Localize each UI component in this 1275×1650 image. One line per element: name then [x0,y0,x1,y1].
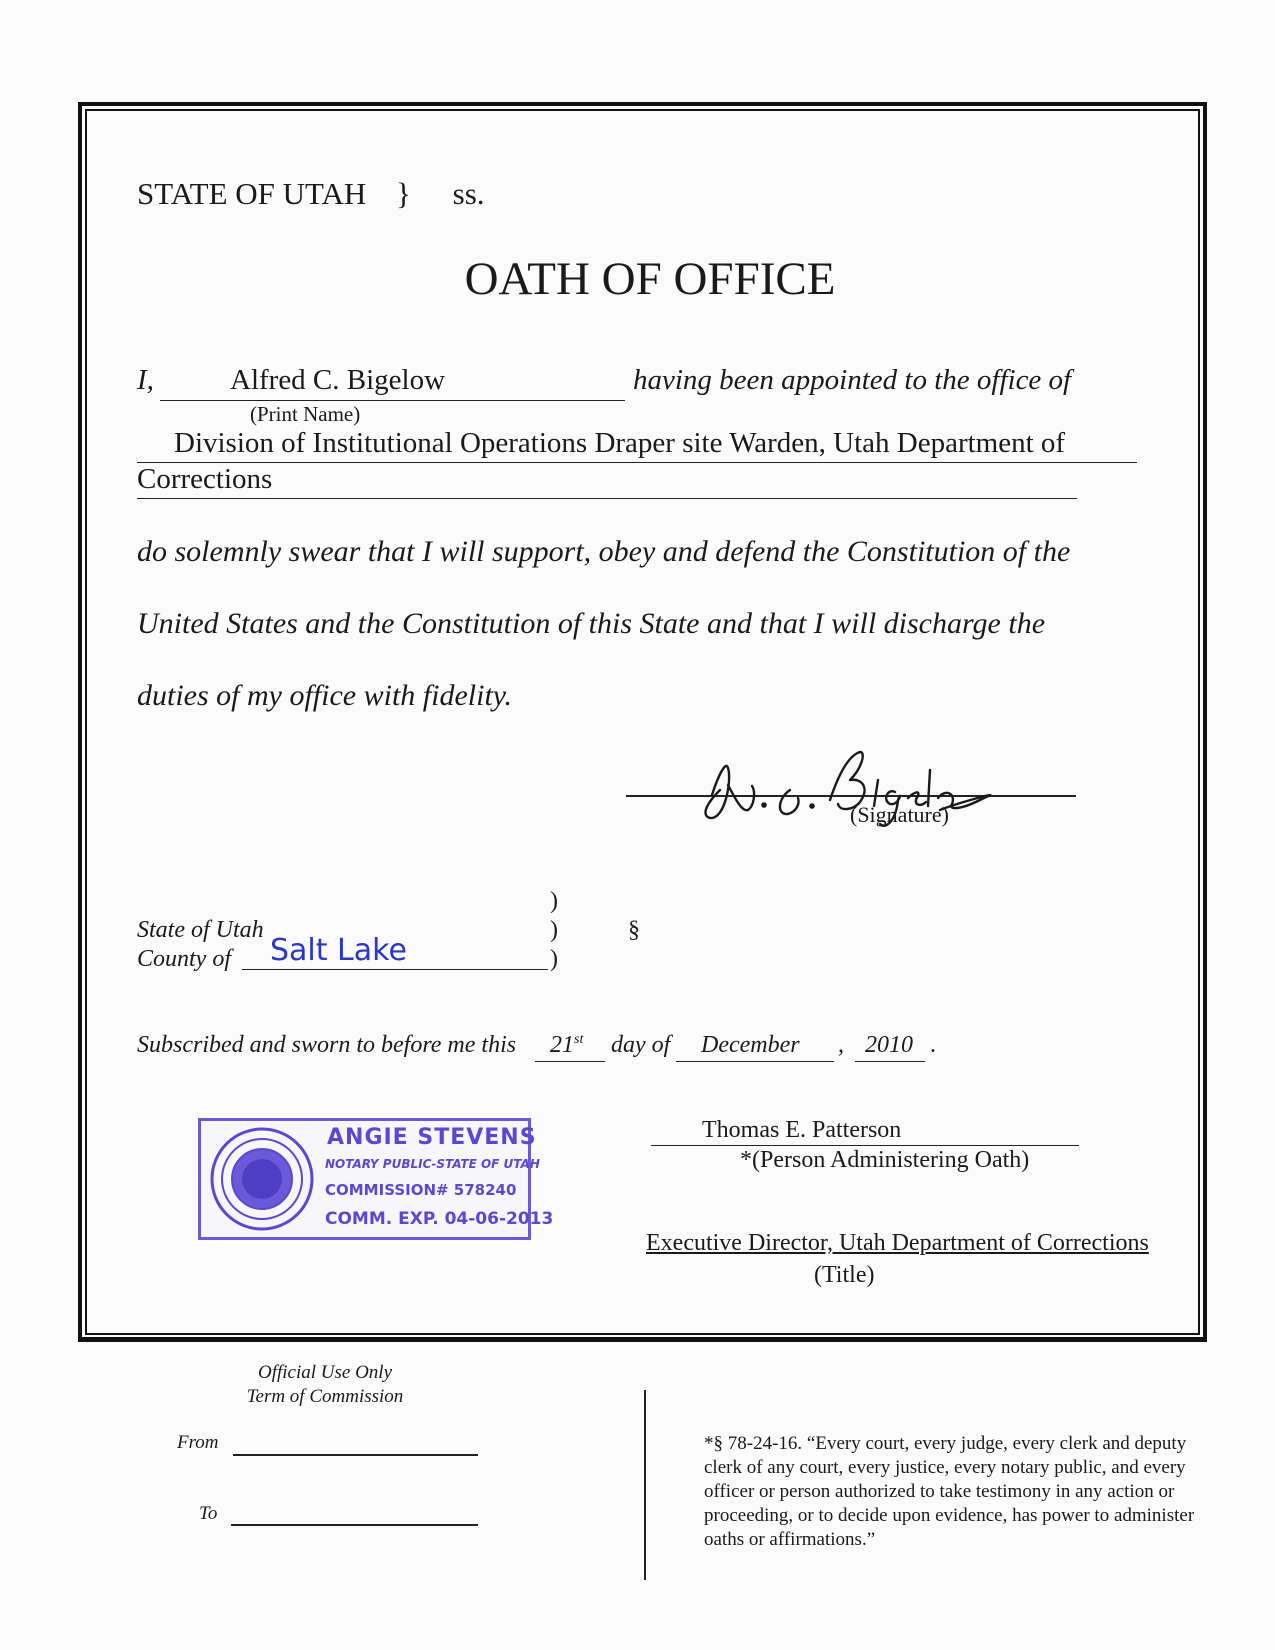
oath-line-3: duties of my office with fidelity. [137,679,512,712]
state-header [137,176,485,212]
term-of-commission-heading: Term of Commission [246,1386,404,1407]
state-header-text: STATE OF UTAH [137,176,367,211]
print-name-value: Alfred C. Bigelow [230,364,446,396]
subscribed-year: 2010 [865,1032,913,1058]
print-name-line [160,364,625,401]
subscribed-day-suffix: st [574,1032,584,1047]
county-line [242,935,548,970]
footer-divider [644,1390,646,1580]
official-use-heading: Official Use Only [257,1362,393,1383]
from-line [233,1454,478,1456]
subscribed-day-line [535,1032,605,1062]
oath-line-1: do solemnly swear that I will support, obey and defend the Constitution of the [137,535,1071,568]
venue-section-symbol: § [628,917,640,943]
subscribed-day-of: day of [611,1032,671,1058]
stamp-line-4: COMM. EXP. 04-06-2013 [325,1209,554,1229]
state-header-brace: } [396,176,411,211]
subscribed-period: . [930,1032,936,1058]
state-header-ss: ss. [452,176,485,211]
to-line [231,1524,478,1526]
stamp-line-3: COMMISSION# 578240 [325,1181,517,1199]
office-line-2-text: Corrections [137,463,273,495]
appointment-prefix: I, [137,364,154,396]
venue-paren-3: ) [550,946,558,972]
oath-line-2: United States and the Constitution of this State and that I will discharge the [137,607,1046,640]
signature-image [690,740,1000,835]
venue-county-label: County of [137,946,231,972]
stamp-name: ANGIE STEVENS [327,1125,537,1150]
stamp-line-2: NOTARY PUBLIC-STATE OF UTAH [325,1157,540,1171]
venue-state-label: State of Utah [137,917,264,943]
county-value: Salt Lake [270,933,407,968]
office-line-1 [137,427,1137,463]
venue-paren-1: ) [550,888,558,914]
state-seal-icon [206,1125,318,1233]
administrator-name: Thomas E. Patterson [702,1117,902,1143]
subscribed-month: December [701,1032,800,1058]
subscribed-text: Subscribed and sworn to before me this [137,1032,517,1058]
subscribed-year-line [855,1032,925,1062]
page-title: OATH OF OFFICE [464,253,836,305]
venue-paren-2: ) [550,917,558,943]
administrator-name-line [651,1117,1079,1146]
administrator-title: Executive Director, Utah Department of Corrections [646,1230,1149,1256]
document-border-bottom-rule [78,1337,1207,1340]
subscribed-month-line [676,1032,834,1062]
from-label: From [177,1432,219,1453]
footnote: *§ 78-24-16. “Every court, every judge, every clerk and deputy clerk of any court, every justice, every notary public, and every officer or person authorized to take testimony in any action or proceeding, or to decide upon evidence, has power to administer oaths or affirmations.” [704,1433,1195,1550]
to-label: To [199,1503,218,1524]
administrator-caption: *(Person Administering Oath) [740,1147,1030,1173]
signature-caption: (Signature) [850,802,949,827]
subscribed-comma: , [838,1032,844,1058]
office-line-2 [137,463,1077,499]
print-name-caption: (Print Name) [250,402,361,426]
office-line-1-text: Division of Institutional Operations Draper site Warden, Utah Department of [174,427,1066,459]
subscribed-day: 21 [550,1032,574,1058]
administrator-title-caption: (Title) [814,1262,875,1288]
appointment-suffix: having been appointed to the office of [633,364,1072,396]
